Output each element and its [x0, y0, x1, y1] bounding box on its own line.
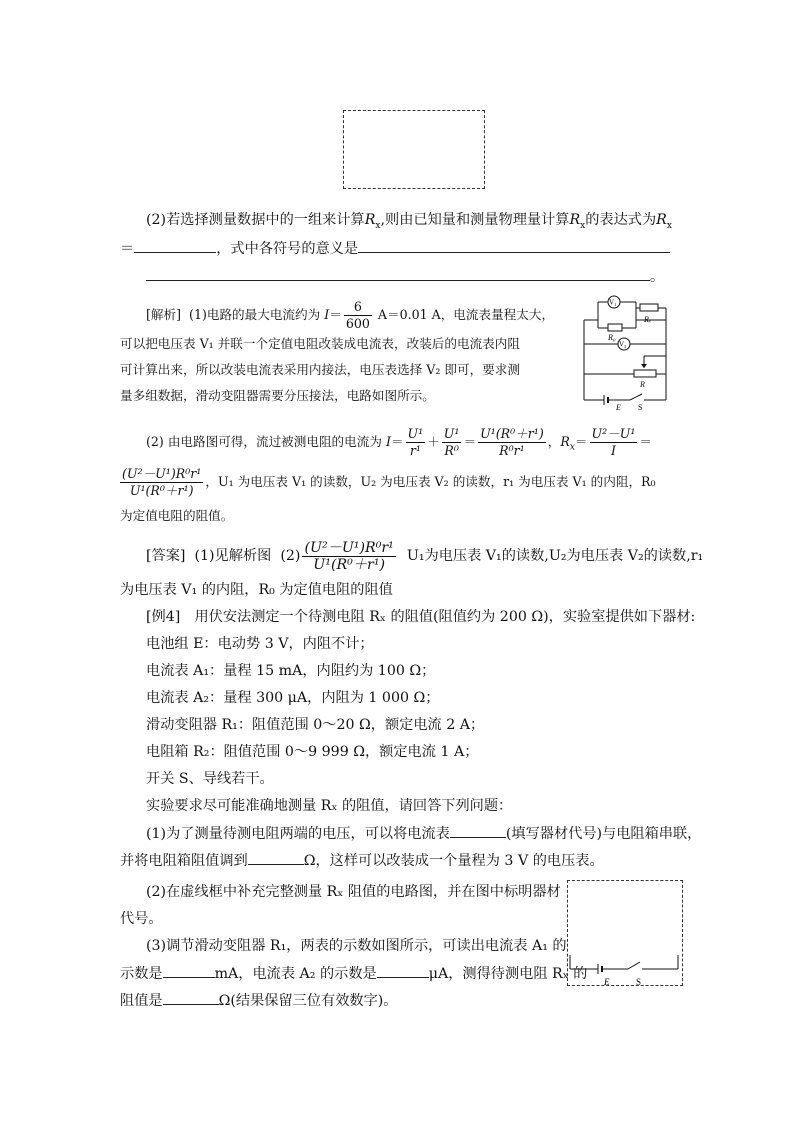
q2-label: (2)若选择测量数据中的一组来计算 [146, 212, 365, 228]
eq-sign: ＝ [329, 307, 342, 322]
q3-a2-blank[interactable] [377, 963, 429, 978]
q2-period: 。 [650, 269, 665, 285]
answer-line-2: 为电压表 V₁ 的内阻，R₀ 为定值电阻的阻值 [120, 582, 393, 598]
q3-b2: mA，电流表 A₂ 的示数是 [214, 966, 377, 982]
analysis-p2-line-4: 为定值电阻的阻值。 [120, 508, 234, 523]
frac-rx: $\frac{\text{U²－U¹}}{I}$ [591, 426, 636, 458]
circuit-diagram-2 [566, 955, 682, 995]
rx-sub-3: x [666, 220, 672, 231]
analysis-line-4: 量多组数据，滑动变阻器需要分压接法，电路如图所示。 [120, 388, 435, 403]
analysis-p2-line-1: (2) 由电路图可得，流过被测电阻的电流为 I＝ $\frac{\text{U¹}}{\text{r¹}}$ ＋ $\frac{\text{U¹}}{\text{R⁰}}$ ＝ $\frac{\text{U¹(R⁰＋r¹)}}{\text{R⁰r¹}}$ ，$R_x=$ $\frac{\text{U²－U¹}}{I}$ ＝ [146, 426, 653, 458]
example4-q2-line-2: 代号。 [120, 911, 163, 927]
q1-resistance-blank[interactable] [248, 850, 304, 865]
analysis-p1-a: (1)电路的最大电流约为 [189, 307, 321, 322]
q2-meaning-blank[interactable] [358, 238, 670, 253]
s-label-2: S [636, 977, 642, 987]
example4-title: [例4] 用伏安法测定一个待测电阻 Rₓ 的阻值(阻值约为 200 Ω)，实验室提供如下器材: [146, 609, 696, 625]
answer-a2-tail: U₁为电压表 V₁的读数,U₂为电压表 V₂的读数,r₁ [406, 548, 704, 564]
answer-a2-num: (2) [280, 548, 301, 564]
example4-q1-line-1 [146, 823, 701, 844]
q2-answer-blank[interactable] [134, 238, 216, 253]
eq-rx: $R_x$ [560, 434, 575, 453]
frac-den: 600 [345, 316, 370, 331]
q3-a1-blank[interactable] [163, 963, 215, 978]
r-label: R [640, 380, 645, 389]
analysis-line-1 [146, 298, 554, 332]
rx-sub-2: x [580, 220, 586, 231]
answer-tag: [答案] [146, 548, 186, 564]
analysis-p2-comma: ， [547, 434, 561, 449]
rx-label: Rₓ [644, 315, 652, 324]
q1-c: 并将电阻箱阻值调到 [120, 853, 248, 869]
example4-q3-line-2 [120, 963, 587, 984]
example4-q3-line-1: (3)调节滑动变阻器 R₁，两表的示数如图所示，可读出电流表 A₁ 的 [146, 938, 567, 954]
example4-item-3: 滑动变阻器 R₁：阻值范围 0～20 Ω，额定电流 2 A； [146, 717, 485, 733]
q3-b1: 示数是 [120, 966, 163, 982]
q1-d: Ω，这样可以改装成一个量程为 3 V 的电压表。 [303, 853, 604, 869]
answer-a1: (1)见解析图 [194, 548, 272, 564]
q2-meaning-blank-2[interactable] [146, 266, 650, 281]
current-symbol: I [324, 307, 330, 322]
analysis-line-2: 可以把电压表 V₁ 并联一个定值电阻改装成电流表，改装后的电流表内阻 [120, 336, 520, 351]
q1-b: (填写器材代号)与电阻箱串联， [505, 826, 702, 842]
fraction-6-600 [344, 299, 372, 332]
q1-ammeter-blank[interactable] [450, 823, 506, 838]
answer-line-1 [146, 538, 703, 574]
q3-rx-blank[interactable] [163, 990, 219, 1005]
example4-item-0: 电池组 E：电动势 3 V，内阻不计； [146, 636, 374, 652]
analysis-tag: [解析] [146, 307, 182, 322]
example4-requirement: 实验要求尽可能准确地测量 Rₓ 的阻值，请回答下列问题： [146, 798, 513, 814]
eq-current: I [385, 434, 391, 449]
s-label: S [638, 403, 643, 412]
q2-line-1 [146, 210, 672, 236]
q2-eq: ＝ [120, 241, 135, 257]
circuit-diagram-1 [578, 292, 678, 412]
e-label-2: E [604, 977, 610, 987]
q3-c1: 阻值是 [120, 993, 163, 1009]
v1-label: V₁ [609, 298, 617, 307]
q2-meaning-text: ，式中各符号的意义是 [216, 241, 359, 257]
analysis-line-3: 可计算出来，所以改装电流表采用内接法，电压表选择 V₂ 即可，要求测 [120, 362, 520, 377]
example4-q2-line-1: (2)在虚线框中补充完整测量 Rₓ 阻值的电路图，并在图中标明器材 [146, 884, 561, 900]
analysis-p1-b: A＝0.01 A，电流表量程太大， [377, 307, 555, 322]
q3-c2: Ω(结果保留三位有效数字)。 [218, 993, 398, 1009]
r0-label: R₀ [608, 333, 616, 342]
analysis-p2-a: (2) 由电路图可得，流过被测电阻的电流为 [146, 434, 382, 449]
answer-frac: $\frac{\text{(U²－U¹)R⁰r¹}}{\text{U¹(R⁰＋r¹)}}$ [304, 539, 394, 573]
frac-u1-r1: $\frac{\text{U¹}}{\text{r¹}}$ [407, 426, 424, 458]
example4-item-1: 电流表 A₁：量程 15 mA，内阻约为 100 Ω； [146, 663, 436, 679]
q1-a: (1)为了测量待测电阻两端的电压，可以将电流表 [146, 826, 450, 842]
q2-end: 的表达式为 [585, 212, 657, 228]
q2-line-2 [120, 238, 670, 259]
frac-rx-final: $\frac{\text{(U²－U¹)R⁰r¹}}{\text{U¹(R⁰＋r¹)}}$ [122, 466, 202, 498]
q3-b3: μA，测得待测电阻 Rₓ 的 [428, 966, 588, 982]
frac-num: 6 [344, 299, 372, 316]
q2-middle: ,则由已知量和测量物理量计算 [380, 212, 570, 228]
frac-combined: $\frac{\text{U¹(R⁰＋r¹)}}{\text{R⁰r¹}}$ [480, 426, 544, 458]
example4-item-5: 开关 S、导线若干。 [146, 771, 274, 787]
analysis-p2-line-3: ，U₁ 为电压表 V₁ 的读数，U₂ 为电压表 V₂ 的读数，r₁ 为电压表 V₁ 的内阻，R₀ [205, 474, 656, 489]
example4-q3-line-3 [120, 990, 397, 1011]
analysis-p2-line-2 [118, 464, 656, 500]
example4-item-4: 电阻箱 R₂：阻值范围 0～9 999 Ω，额定电流 1 A； [146, 744, 479, 760]
example4-q1-line-2 [120, 850, 604, 871]
frac-u1-r0: $\frac{\text{U¹}}{\text{R⁰}}$ [443, 426, 460, 458]
q2-line-3 [146, 266, 664, 287]
example4-item-2: 电流表 A₂：量程 300 μA，内阻为 1 000 Ω； [146, 690, 440, 706]
dashed-answer-box-top [343, 110, 485, 189]
rx-sub: x [375, 220, 381, 231]
rx-symbol-2: R [569, 212, 581, 228]
v2-label: V₂ [619, 340, 627, 349]
rx-symbol-3: R [656, 212, 667, 228]
e-label: E [616, 403, 621, 412]
rx-symbol: R [364, 212, 376, 228]
